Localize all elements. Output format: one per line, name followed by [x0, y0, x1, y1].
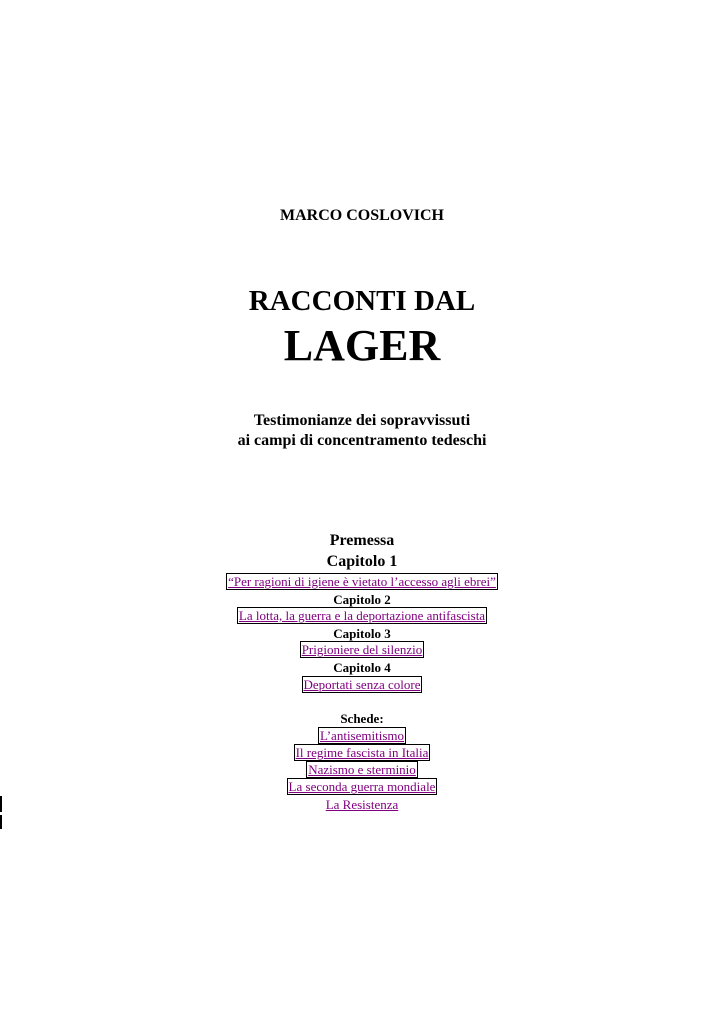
chapter-3-link[interactable]: Prigioniere del silenzio	[301, 642, 423, 657]
chapter-1-heading: Capitolo 1	[326, 553, 398, 570]
scheda-link-nazismo[interactable]: Nazismo e sterminio	[308, 762, 416, 777]
subtitle-line-2: ai campi di concentramento tedeschi	[237, 432, 487, 449]
chapter-1-link[interactable]: “Per ragioni di igiene è vietato l’accesso agli ebrei”	[228, 574, 496, 589]
subtitle-line-1: Testimonianze dei sopravvissuti	[253, 412, 471, 429]
chapter-2-link[interactable]: La lotta, la guerra e la deportazione antifascista	[238, 608, 486, 623]
schede-heading: Schede:	[340, 711, 384, 726]
chapter-3-heading: Capitolo 3	[333, 626, 391, 641]
author-name: MARCO COSLOVICH	[279, 207, 444, 224]
title-line-2: LAGER	[283, 321, 441, 370]
title-line-1: RACCONTI DAL	[248, 285, 476, 317]
scheda-link-resistenza[interactable]: La Resistenza	[325, 797, 399, 812]
scheda-link-seconda-guerra[interactable]: La seconda guerra mondiale	[288, 779, 436, 794]
margin-bar-bottom	[0, 815, 2, 829]
margin-bar-top	[0, 796, 2, 812]
scheda-link-antisemitismo[interactable]: L’antisemitismo	[319, 728, 405, 743]
scheda-link-regime-fascista[interactable]: Il regime fascista in Italia	[295, 745, 429, 760]
chapter-2-heading: Capitolo 2	[333, 592, 391, 607]
chapter-4-link[interactable]: Deportati senza colore	[303, 677, 421, 692]
toc-premessa: Premessa	[329, 532, 395, 549]
chapter-4-heading: Capitolo 4	[333, 660, 391, 675]
